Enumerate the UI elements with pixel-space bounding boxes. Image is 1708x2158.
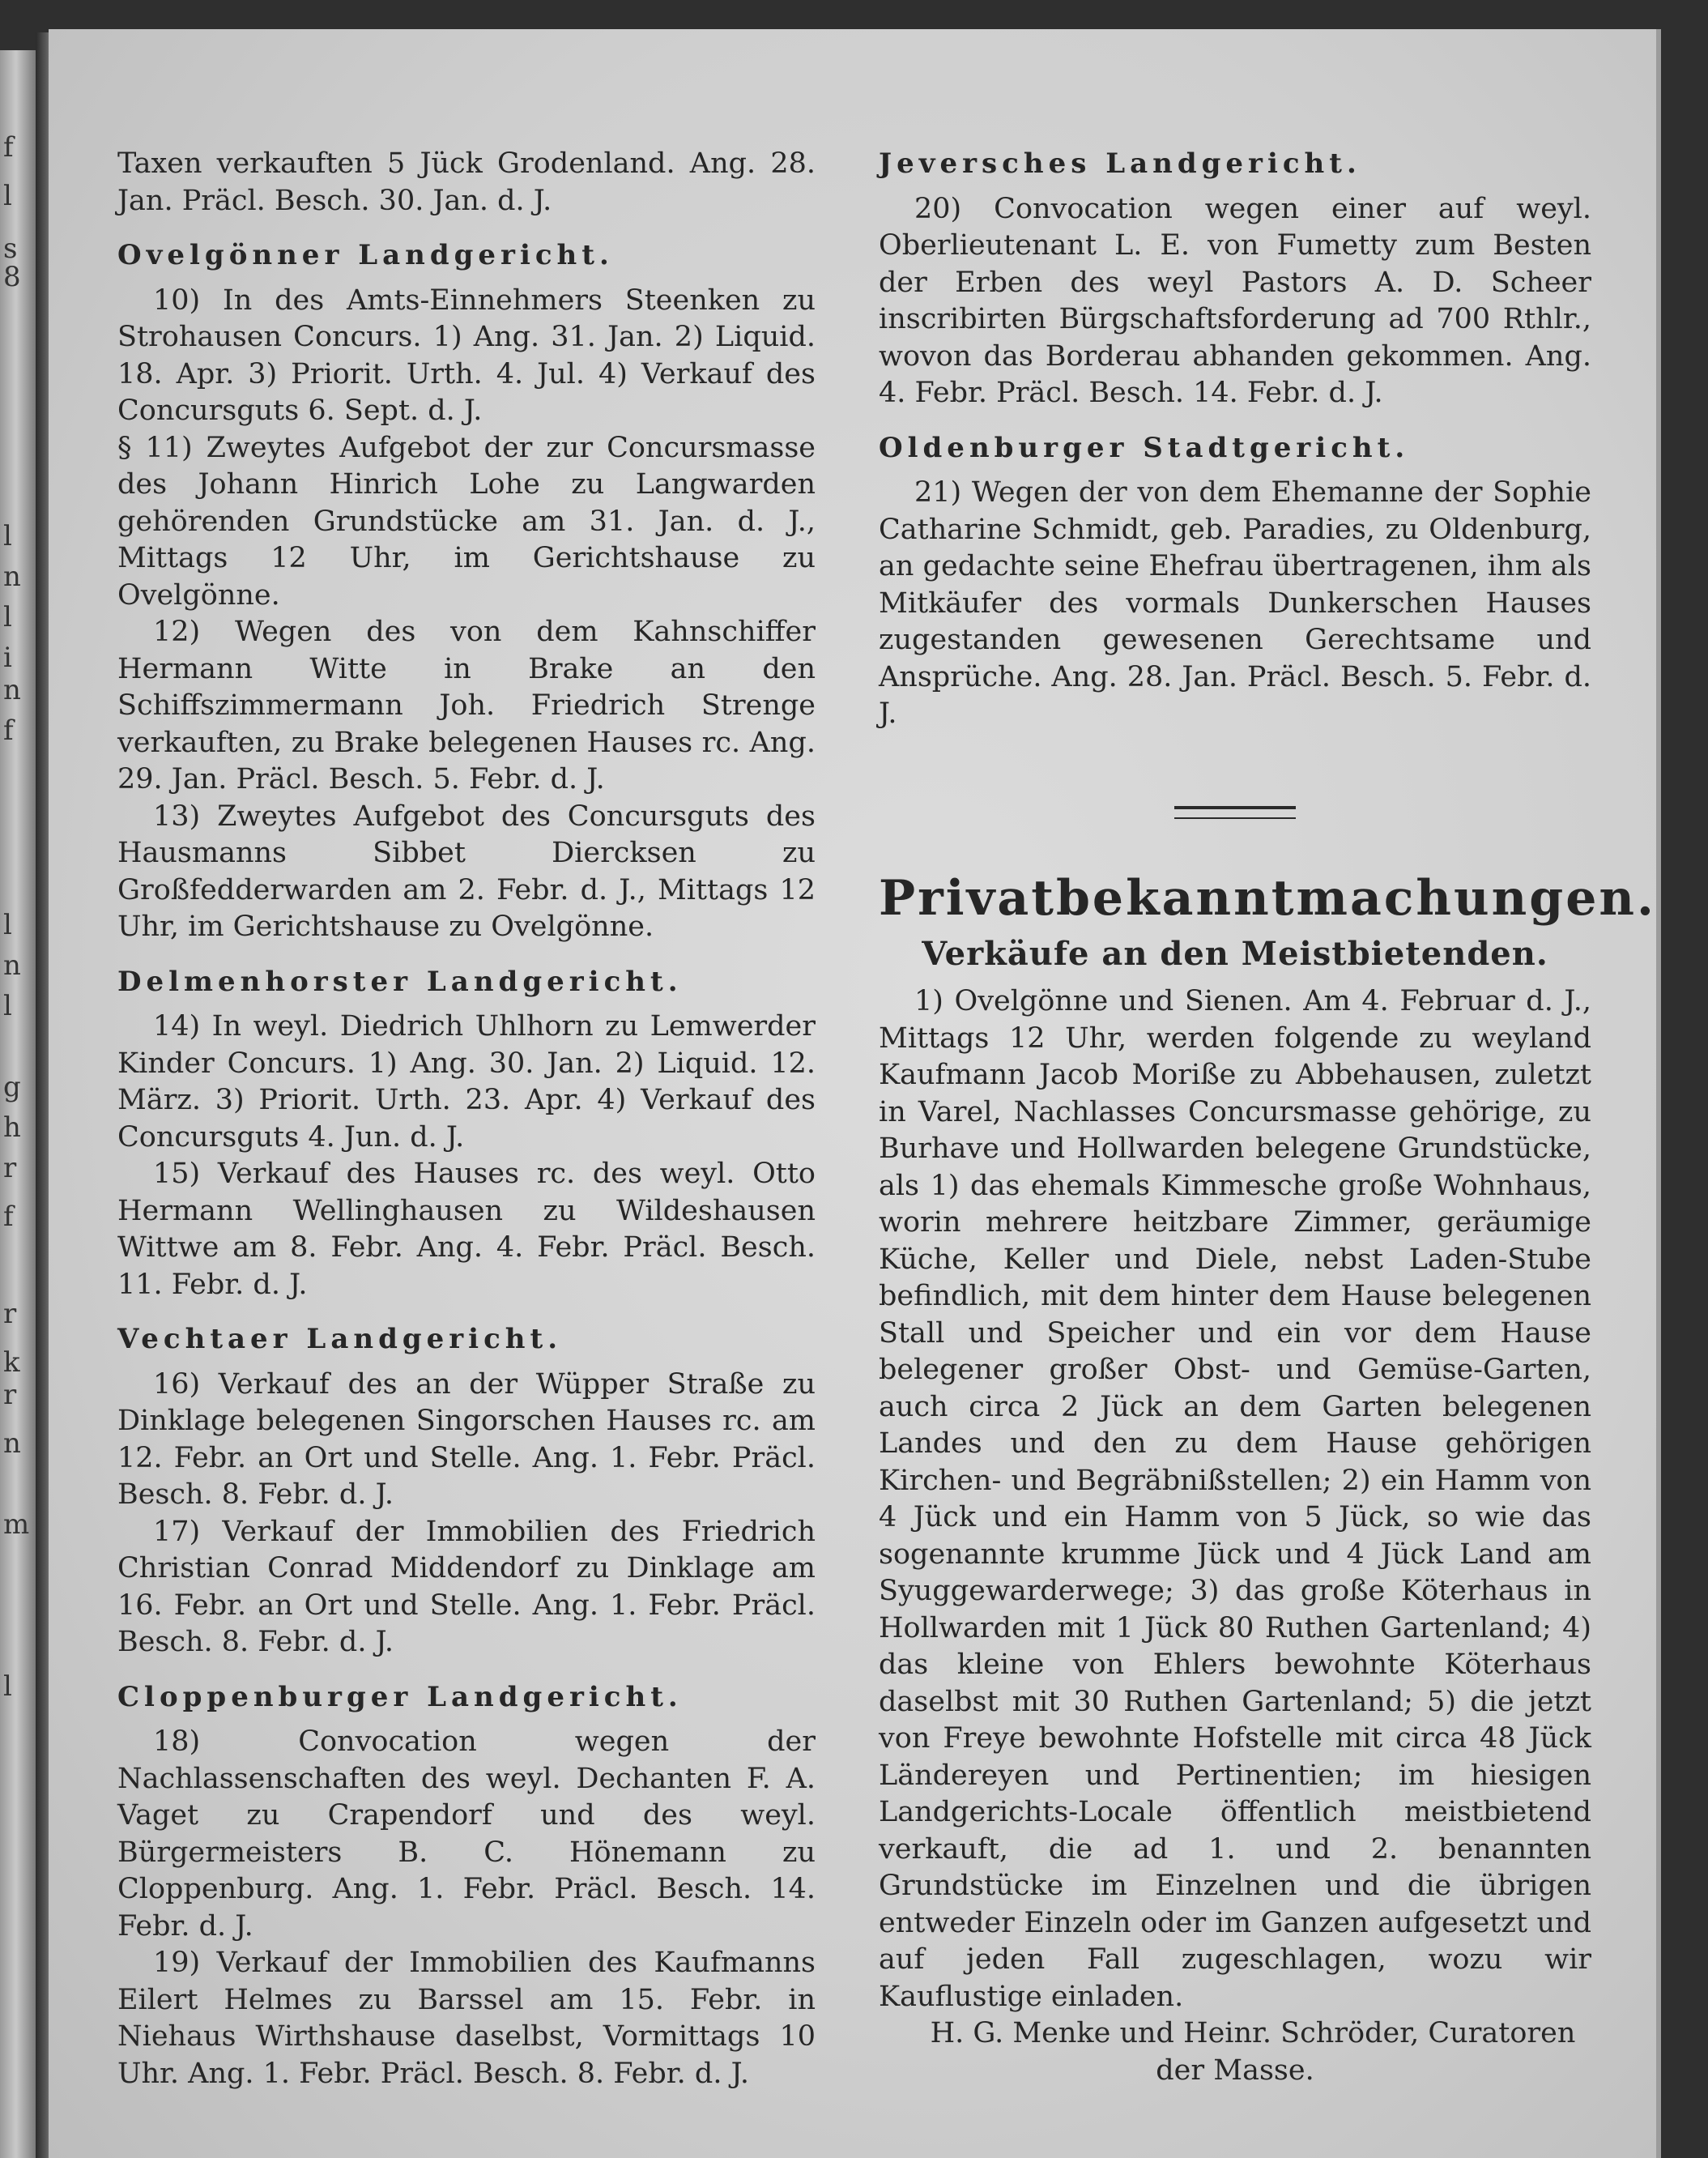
paragraph-10: 10) In des Amts-Einnehmers Steenken zu Strohausen Concurs. 1) Ang. 31. Jan. 2) Liquid. 18. Apr. 3) Priorit. Urth. 4. Jul. 4) Verkauf des Concursguts 6. Sept. d. J.	[117, 284, 816, 427]
paragraph-14: 14) In weyl. Diedrich Uhlhorn zu Lemwerder Kinder Concurs. 1) Ang. 30. Jan. 2) Liquid. 12. März. 3) Priorit. Urth. 23. Apr. 4) Verkauf des Concursguts 4. Jun. d. J.	[117, 1010, 816, 1154]
margin-fragment: g	[3, 1071, 21, 1103]
margin-fragment: l	[3, 990, 12, 1022]
left-column	[117, 146, 816, 2092]
right-column	[879, 146, 1656, 2089]
section-title: Privatbekanntmachungen.	[879, 869, 1656, 927]
paragraph-13: 13) Zweytes Aufgebot des Concursguts des Hausmanns Sibbet Diercksen zu Großfedderwarden am 2. Febr. d. J., Mittags 12 Uhr, im Gerichtshause zu Ovelgönne.	[117, 800, 816, 943]
margin-fragment: f	[3, 131, 14, 164]
paragraph-18: 18) Convocation wegen der Nachlassenschaften des weyl. Dechanten F. A. Vaget zu Crapendorf und des weyl. Bürgermeisters B. C. Hönemann zu Cloppenburg. Ang. 1. Febr. Präcl. Besch. 14. Febr. d. J.	[117, 1725, 816, 1943]
margin-fragment: 8	[3, 261, 21, 293]
margin-fragment: s	[3, 232, 18, 265]
paragraph-16: 16) Verkauf des an der Wüpper Straße zu Dinklage belegenen Singorschen Hauses rc. am 12. Febr. an Ort und Stelle. Ang. 1. Febr. Präcl. Besch. 8. Febr. d. J.	[117, 1367, 816, 1511]
margin-fragment: r	[3, 1152, 17, 1184]
margin-fragment: f	[3, 1201, 14, 1233]
section-subtitle: Verkäufe an den Meistbietenden.	[922, 934, 1548, 973]
signature: H. G. Menke und Heinr. Schröder, Curatoren der Masse.	[930, 2017, 1576, 2087]
margin-fragment: n	[3, 949, 21, 982]
paragraph-21: 21) Wegen der von dem Ehemanne der Sophie Catharine Schmidt, geb. Paradies, zu Oldenburg, an gedachte seine Ehefrau übertragenen, ihm als Mitkäufer des vormals Dunkerschen Hauses zugestanden gewesenen Gerechtsame und Ansprüche. Ang. 28. Jan. Präcl. Besch. 5. Febr. d. J.	[879, 476, 1591, 730]
margin-fragment: n	[3, 561, 21, 593]
margin-fragment: m	[3, 1508, 30, 1541]
heading-jever: Jeversches Landgericht.	[879, 147, 1361, 180]
paragraph-12: 12) Wegen des von dem Kahnschiffer Hermann Witte in Brake an den Schiffszimmermann Joh. Friedrich Strenge verkauften, zu Brake belegenen Hauses rc. Ang. 29. Jan. Präcl. Besch. 5. Febr. d. J.	[117, 616, 816, 795]
heading-oldenburg: Oldenburger Stadtgericht.	[879, 431, 1410, 464]
margin-fragment: l	[3, 520, 12, 552]
heading-ovelgonne: Ovelgönner Landgericht.	[117, 239, 614, 271]
paragraph-15: 15) Verkauf des Hauses rc. des weyl. Otto Hermann Wellinghausen zu Wildeshausen Wittwe am 8. Febr. Ang. 4. Febr. Präcl. Besch. 11. Febr. d. J.	[117, 1158, 816, 1301]
page	[49, 29, 1661, 2158]
margin-fragment: l	[3, 909, 12, 941]
paragraph-17: 17) Verkauf der Immobilien des Friedrich Christian Conrad Middendorf zu Dinklage am 16. Febr. an Ort und Stelle. Ang. 1. Febr. Präcl. Besch. 8. Febr. d. J.	[117, 1515, 816, 1658]
margin-fragment: n	[3, 1427, 21, 1460]
previous-page-edge	[0, 50, 36, 2158]
margin-fragment: f	[3, 714, 14, 747]
margin-fragment: i	[3, 642, 12, 674]
paragraph-intro: Taxen verkauften 5 Jück Grodenland. Ang. 28. Jan. Präcl. Besch. 30. Jan. d. J.	[117, 147, 816, 217]
margin-fragment: l	[3, 1670, 12, 1703]
section-divider	[1174, 806, 1296, 819]
heading-delmenhorst: Delmenhorster Landgericht.	[117, 965, 683, 998]
margin-fragment: n	[3, 674, 21, 706]
margin-fragment: k	[3, 1346, 20, 1379]
paragraph-20: 20) Convocation wegen einer auf weyl. Oberlieutenant L. E. von Fumetty zum Besten der Erben des weyl Pastors A. D. Scheer inscribirten Bürgschaftsforderung ad 700 Rthlr., wovon das Borderau abhanden gekommen. Ang. 4. Febr. Präcl. Besch. 14. Febr. d. J.	[879, 192, 1591, 409]
margin-fragment: l	[3, 601, 12, 633]
paragraph-11: § 11) Zweytes Aufgebot der zur Concursmasse des Johann Hinrich Lohe zu Langwarden gehörenden Grundstücke am 31. Jan. d. J., Mittags 12 Uhr, im Gerichtshause zu Ovelgönne.	[117, 431, 816, 612]
margin-fragment: r	[3, 1298, 17, 1330]
margin-fragment: r	[3, 1379, 17, 1411]
margin-fragment: l	[3, 180, 12, 212]
paragraph-sale-1: 1) Ovelgönne und Sienen. Am 4. Februar d. J., Mittags 12 Uhr, werden folgende zu weyland Kaufmann Jacob Moriße zu Abbehausen, zuletzt in Varel, Nachlasses Concursmasse gehörige, zu Burhave und Hollwarden belegene Grundstücke, als 1) das ehemals Kimmesche große Wohnhaus, worin mehrere heitzbare Zimmer, geräumige Küche, Keller und Diele, nebst Laden-Stube befindlich, mit dem hinter dem Hause belegenen Stall und Speicher und ein vor dem Hause belegener großer Obst- und Gemüse-Garten, auch circa 2 Jück an dem Garten belegenen Landes und den zu dem Hause gehörigen Kirchen- und Begräbnißstellen; 2) ein Hamm von 4 Jück und ein Hamm von 5 Jück, so wie das sogenannte krumme Jück und 4 Jück Land am Syuggewarderwege; 3) das große Köterhaus in Hollwarden mit 1 Jück 80 Ruthen Gartenland; 4) das kleine von Ehlers bewohnte Köterhaus daselbst mit 30 Ruthen Gartenland; 5) die jetzt von Freye bewohnte Hofstelle mit circa 48 Jück Ländereyen und Pertinentien; im hiesigen Landgerichts-Locale öffentlich meistbietend verkauft, die ad 1. und 2. benannten Grundstücke im Einzelnen und die übrigen entweder Einzeln oder im Ganzen aufgesetzt und auf jeden Fall zugeschlagen, wozu wir Kauflustige einladen.	[879, 985, 1591, 2013]
paragraph-19: 19) Verkauf der Immobilien des Kaufmanns Eilert Helmes zu Barssel am 15. Febr. in Niehaus Wirthshause daselbst, Vormittags 10 Uhr. Ang. 1. Febr. Präcl. Besch. 8. Febr. d. J.	[117, 1947, 816, 2090]
heading-cloppenburg: Cloppenburger Landgericht.	[117, 1680, 683, 1713]
margin-fragment: h	[3, 1111, 21, 1144]
heading-vechta: Vechtaer Landgericht.	[117, 1323, 563, 1355]
